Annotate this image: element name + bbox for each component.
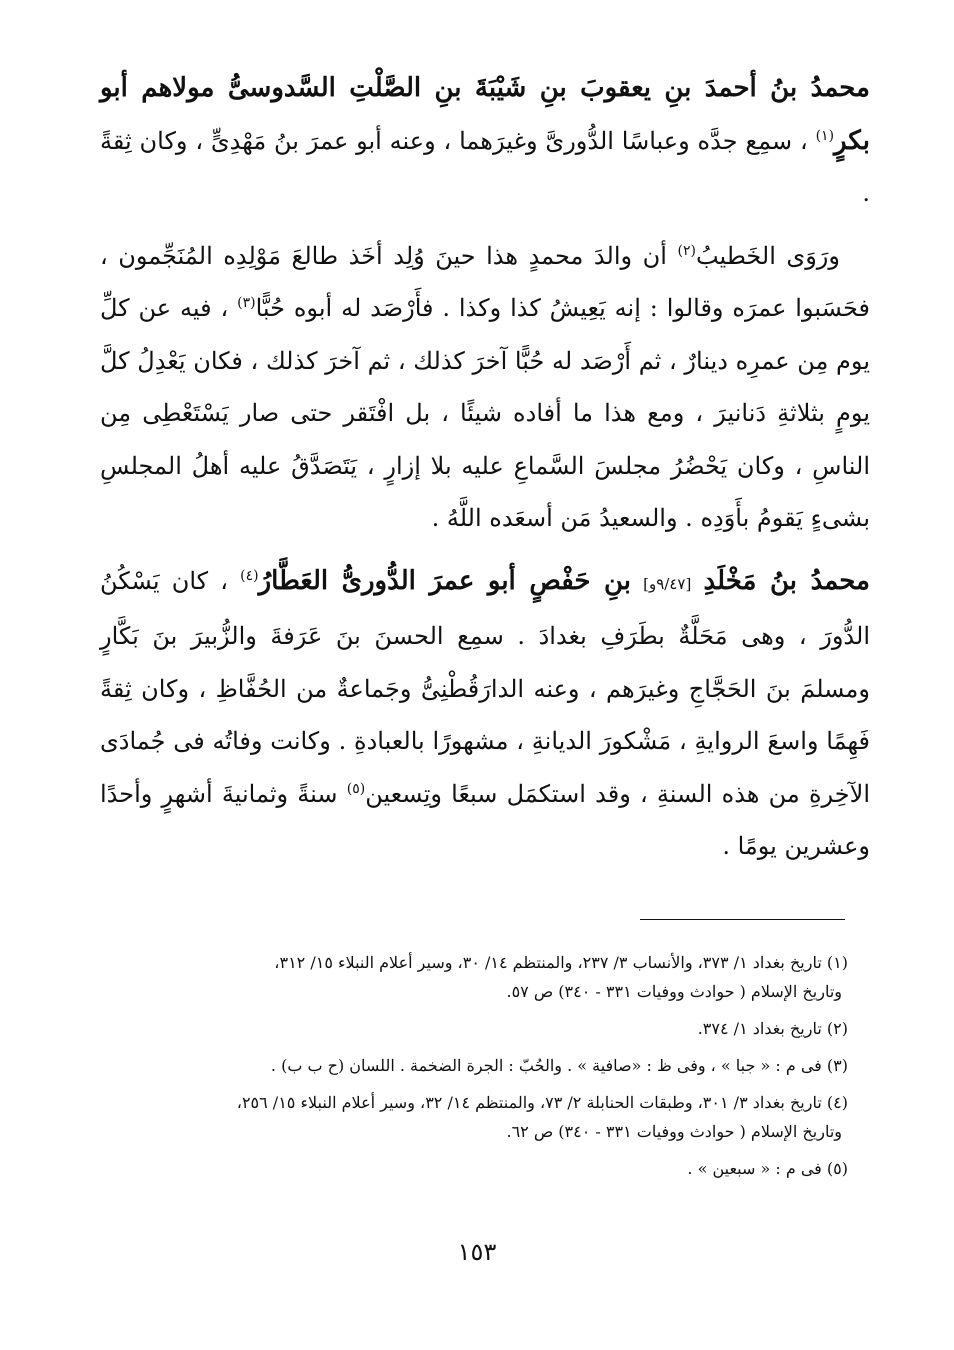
para2-lead: ورَوَى الخَطيبُ (695, 241, 840, 270)
footnote-5 (100, 1154, 848, 1183)
entry-1-text: ، سمِع جدَّه وعباسًا الدُّورىَّ وغيرَهما ، وعنه أبو عمرَ بنُ مَهْدِىٍّ ، وكان ثِقةً . (100, 126, 870, 207)
footnote-continuation: وتاريخ الإسلام ( حوادث ووفيات ٣٣١ - ٣٤٠) ص ٥٧. (506, 982, 842, 1001)
khatib-anecdote-paragraph (100, 230, 870, 545)
footnote-number: (١) (826, 953, 848, 972)
entry-1-name: محمدُ بنُ أحمدَ بنِ يعقوبَ بنِ شَيْبَةَ بنِ الصَّلْتِ السَّدوسىُّ مولاهم أبو بكرٍ (100, 73, 870, 156)
footnote-number: (٤) (826, 1093, 848, 1112)
footnote-text: تاريخ بغداد ٣/ ٣٠١، وطبقات الحنابلة ٢/ ٧٣، والمنتظم ١٤/ ٣٢، وسير أعلام النبلاء ١٥/ ٢٥٦، (236, 1093, 822, 1112)
footnote-number: (٥) (826, 1159, 848, 1178)
entry-2-text-1: ، كان يَسْكُنُ الدُّورَ ، وهى مَحَلَّةٌ بطَرَفِ بغدادَ . سمِع الحسنَ بنَ عَرَفةَ والزُّبيرَ بنَ بَكَّارٍ ومسلمَ بنَ الحَجَّاجِ وغيرَهم ، وعنه الدارَقُطْنِىُّ وجَماعةٌ من الحُفَّاظِ ، وكان ثِقةً فَهِمًا واسعَ الروايةِ ، مَشْكورَ الديانةِ ، مشهورًا بالعبادةِ . وكانت وفاتُه فى جُمادَى الآخِرةِ من هذه السنةِ ، وقد استكمَل سبعًا وتِسعين (100, 566, 870, 808)
biography-entry-1 (100, 62, 870, 220)
footnote-ref-1: (١) (815, 127, 835, 144)
manuscript-folio-marker: [٩/٤٧و] (643, 574, 692, 593)
para2-mid: أن والدَ محمدٍ هذا حينَ وُلِد أخَذ طالعَ مَوْلِدِه المُنَجِّمون ، فحَسَبوا عمرَه وقالوا : إنه يَعِيشُ كذا وكذا . فأَرْصَد له أبوه حُبًّا (100, 241, 870, 322)
footnote-2 (100, 1014, 848, 1043)
footnote-text: تاريخ بغداد ١/ ٣٧٣، والأنساب ٣/ ٢٣٧، والمنتظم ١٤/ ٣٠، وسير أعلام النبلاء ١٥/ ٣١٢، (274, 953, 822, 972)
footnotes-section (100, 948, 848, 1191)
footnote-4 (100, 1088, 848, 1146)
footnote-ref-4: (٤) (240, 567, 259, 584)
para2-rest: ، فيه عن كلِّ يوم مِن عمرِه دينارٌ ، ثم أَرْصَد له حُبًّا آخرَ كذلك ، ثم آخرَ كذلك ، فكان يَعْدِلُ كلَّ يومٍ بثلاثةِ دَنانيرَ ، ومع هذا ما أفاده شيئًا ، بل افْتَقر حتى صار يَسْتَعْطِى مِن الناسِ ، وكان يَحْضُرُ مجلسَ السَّماعِ عليه بلا إزارٍ ، يَتَصَدَّقُ عليه أهلُ المجلسِ بشىءٍ يَقومُ بأَوَدِه . والسعيدُ مَن أسعَده اللَّهُ . (100, 294, 870, 532)
footnote-ref-3: (٣) (237, 295, 256, 311)
footnote-number: (٣) (826, 1056, 848, 1075)
footnote-1 (100, 948, 848, 1006)
entry-2-name-rest: بنِ حَفْصٍ أبو عمرَ الدُّورىُّ العَطَّارُ (258, 565, 631, 596)
footnote-ref-2: (٢) (677, 242, 696, 259)
footnote-text: تاريخ بغداد ١/ ٣٧٤. (697, 1019, 822, 1038)
biography-entry-2 (100, 555, 870, 873)
entry-2-text-2: سنةً وثمانيةَ أشهرٍ وأحدًا وعشرين يومًا . (100, 779, 870, 860)
main-text (100, 62, 870, 883)
footnote-text: فى م : « جبا » ، وفى ظ : «صافية » . والحُبّ : الجرة الضخمة . اللسان (ح ب ب) . (270, 1056, 822, 1075)
footnote-continuation: وتاريخ الإسلام ( حوادث ووفيات ٣٣١ - ٣٤٠) ص ٦٢. (506, 1122, 842, 1141)
page-number: ١٥٣ (457, 1238, 497, 1266)
footnote-3 (100, 1051, 848, 1080)
entry-2-name: محمدُ بنُ مَخْلَدِ (703, 565, 870, 596)
footnote-ref-5: (٥) (346, 780, 366, 797)
footnote-number: (٢) (826, 1019, 848, 1038)
footnote-text: فى م : « سبعين » . (687, 1159, 822, 1178)
footnote-separator (640, 919, 845, 920)
